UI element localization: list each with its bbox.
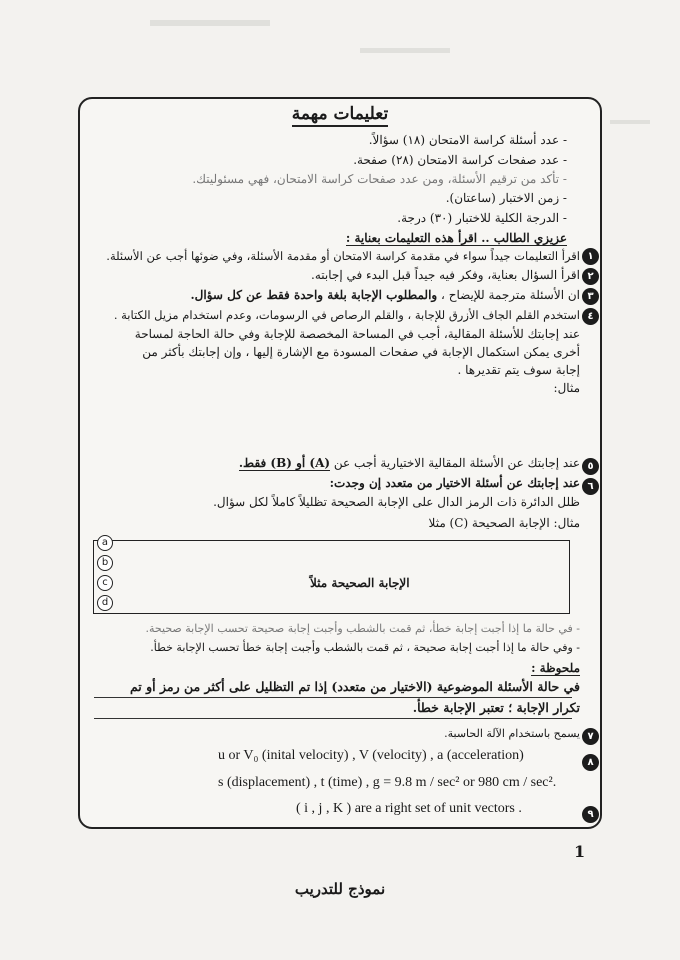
instruction-text: عند إجابتك عن الأسئلة المقالية الاختيارية أجب عن (A) أو (B) فقط. bbox=[238, 456, 580, 470]
note-line: - وفي حالة ما إذا أجبت إجابة صحيحة ، ثم قمت بالشطب وأجبت إجابة خطأ تحسب الإجابة خطأ. bbox=[150, 641, 580, 654]
instruction-text: أخرى يمكن استكمال الإجابة في صفحات المسودة مع الإشارة إليها ، وإن إجابتك بأكثر من bbox=[142, 345, 580, 359]
instruction-number: ٣ bbox=[582, 288, 599, 305]
instruction-number: ٧ bbox=[582, 728, 599, 745]
page-title: تعليمات مهمة bbox=[0, 104, 680, 124]
instruction-text: يسمح باستخدام الآلة الحاسبة. bbox=[444, 727, 580, 740]
note-line: في حالة الأسئلة الموضوعية (الاختيار من متعدد) إذا تم التظليل على أكثر من رمز أو تم bbox=[129, 679, 580, 694]
instruction-number: ٥ bbox=[582, 458, 599, 475]
instruction-text: إجابة سوف يتم تقديرها . bbox=[457, 363, 580, 377]
symbols-line: s (displacement) , t (time) , g = 9.8 m / sec² or 980 cm / sec². bbox=[218, 775, 557, 790]
instruction-number: ٢ bbox=[582, 268, 599, 285]
mcq-instruction: ظلل الدائرة ذات الرمز الدال على الإجابة الصحيحة تظليلاً كاملاً لكل سؤال. bbox=[213, 495, 580, 509]
header-item: - تأكد من ترقيم الأسئلة، ومن عدد صفحات كراسة الامتحان، فهي مسئوليتك. bbox=[192, 172, 567, 186]
underline bbox=[94, 697, 572, 698]
header-item: - الدرجة الكلية للاختبار (٣٠) درجة. bbox=[397, 211, 567, 225]
instruction-text: اقرأ التعليمات جيداً سواء في مقدمة كراسة الامتحان أو مقدمة الأسئلة، وفي ضوئها أجب عن الأسئلة. bbox=[106, 249, 580, 263]
instruction-text: عند إجابتك للأسئلة المقالية، أجب في المساحة المخصصة للإجابة وفي حالة الحاجة لمساحة bbox=[134, 327, 580, 341]
note-line: - في حالة ما إذا أجبت إجابة خطأ، ثم قمت بالشطب وأجبت إجابة صحيحة تحسب الإجابة صحيحة. bbox=[145, 622, 580, 635]
example-label: مثال: bbox=[553, 381, 580, 395]
vectors-line: ( i , j , K ) are a right set of unit vectors . bbox=[296, 801, 522, 816]
header-item: - زمن الاختبار (ساعتان). bbox=[445, 191, 567, 205]
option-bubble-b: b bbox=[97, 555, 113, 571]
footer-label: نموذج للتدريب bbox=[294, 880, 386, 898]
student-heading: عزيزي الطالب .. اقرأ هذه التعليمات بعناية : bbox=[345, 231, 567, 245]
instruction-number: ٨ bbox=[582, 754, 599, 771]
instruction-text: عند إجابتك عن أسئلة الاختيار من متعدد إن وجدت: bbox=[329, 476, 580, 490]
instruction-number: ٤ bbox=[582, 308, 599, 325]
symbols-line: u or V₀ (inital velocity) , V (velocity) , a (acceleration) bbox=[218, 748, 524, 763]
option-bubble-c: c bbox=[97, 575, 113, 591]
instruction-text: استخدم القلم الجاف الأزرق للإجابة ، والقلم الرصاص في الرسومات، وعدم استخدام مزيل الكتابة . bbox=[113, 308, 580, 322]
instruction-text: اقرأ السؤال بعناية، وفكر فيه جيداً قبل البدء في إجابته. bbox=[311, 268, 580, 282]
instruction-number: ٩ bbox=[582, 806, 599, 823]
option-bubble-a: a bbox=[97, 535, 113, 551]
instruction-text: ان الأسئلة مترجمة للإيضاح ، والمطلوب الإجابة بلغة واحدة فقط عن كل سؤال. bbox=[190, 288, 580, 302]
box-label: الإجابة الصحيحة مثلاً bbox=[310, 576, 410, 590]
header-item: - عدد صفحات كراسة الامتحان (٢٨) صفحة. bbox=[353, 153, 567, 167]
note-heading: ملحوظة : bbox=[531, 661, 580, 675]
page-number: 1 bbox=[574, 842, 586, 861]
scan-smudge bbox=[360, 48, 450, 53]
note-line: تكرار الإجابة ؛ تعتبر الإجابة خطأ. bbox=[412, 700, 580, 715]
option-bubble-d: d bbox=[97, 595, 113, 611]
underline bbox=[94, 718, 572, 719]
mcq-example-label: مثال: الإجابة الصحيحة (C) مثلا bbox=[428, 516, 580, 530]
header-item: - عدد أسئلة كراسة الامتحان (١٨) سؤالاً. bbox=[368, 133, 567, 147]
instruction-number: ٦ bbox=[582, 478, 599, 495]
instruction-number: ١ bbox=[582, 248, 599, 265]
scan-smudge bbox=[150, 20, 270, 26]
